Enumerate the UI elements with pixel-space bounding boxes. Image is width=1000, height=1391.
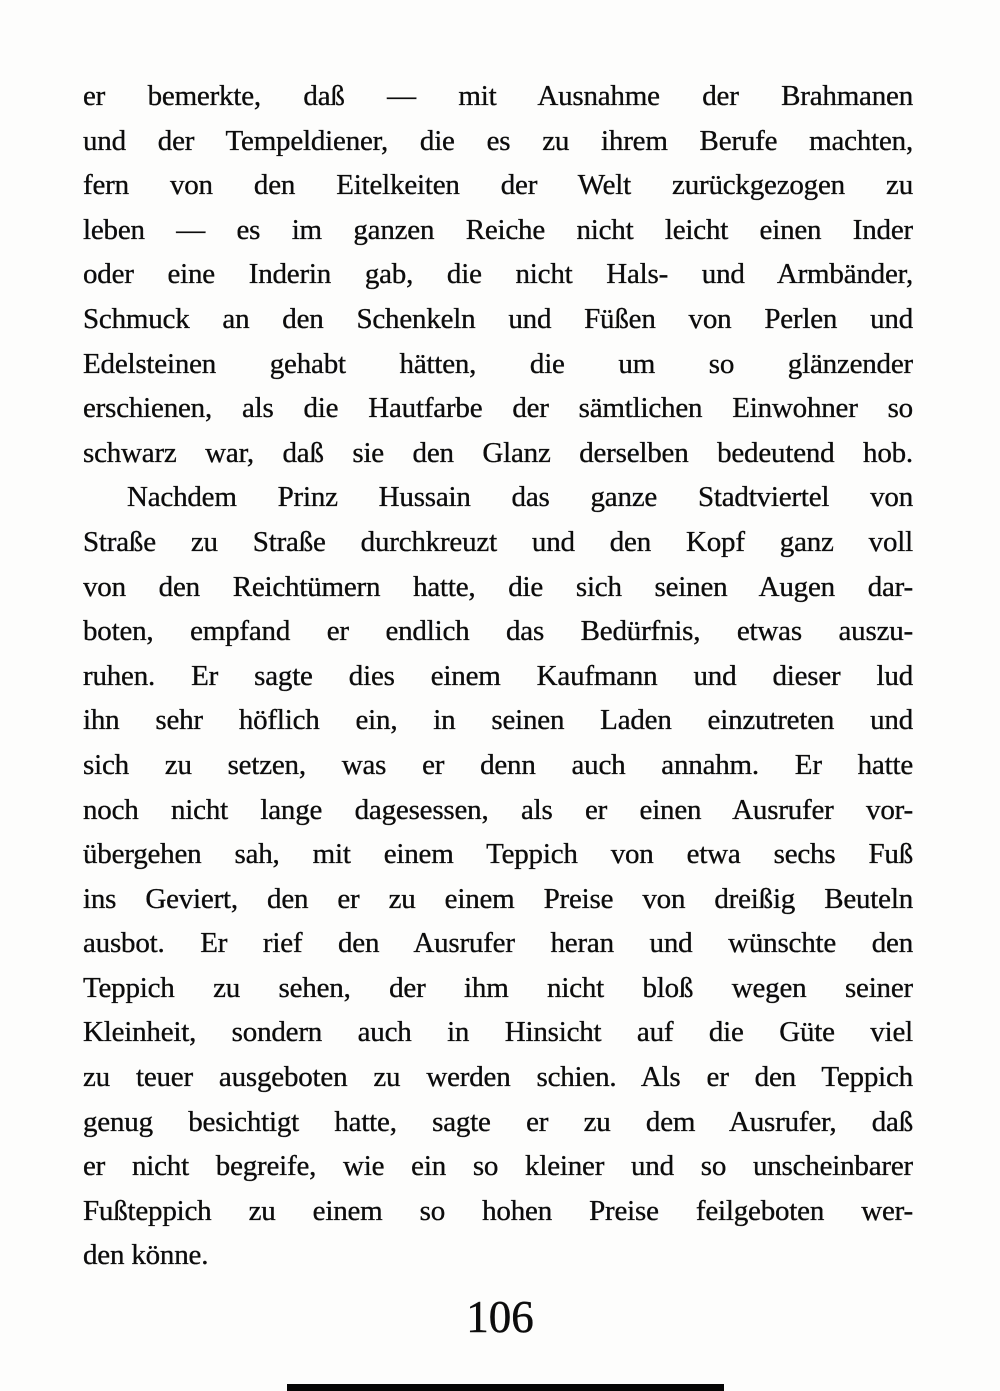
text-line: Straße zu Straße durchkreuzt und den Kopf ganz voll [83, 525, 913, 558]
text-line: und der Tempeldiener, die es zu ihrem Berufe machten, [83, 124, 913, 157]
text-line: oder eine Inderin gab, die nicht Hals- und Armbänder, [83, 258, 913, 291]
text-line: genug besichtigt hatte, sagte er zu dem Ausrufer, daß [83, 1105, 913, 1138]
scan-artifact-bar [287, 1384, 724, 1391]
text-line: sich zu setzen, was er denn auch annahm. Er hatte [83, 748, 913, 781]
text-line: Kleinheit, sondern auch in Hinsicht auf die Güte viel [83, 1016, 913, 1049]
text-line: ins Geviert, den er zu einem Preise von dreißig Beuteln [83, 882, 913, 915]
text-line: zu teuer ausgeboten zu werden schien. Als er den Teppich [83, 1061, 913, 1094]
text-line: noch nicht lange dagesessen, als er einen Ausrufer vor- [83, 793, 913, 826]
text-line: ihn sehr höflich ein, in seinen Laden einzutreten und [83, 704, 913, 737]
text-line: leben — es im ganzen Reiche nicht leicht einen Inder [83, 213, 913, 246]
text-line: Teppich zu sehen, der ihm nicht bloß wegen seiner [83, 971, 913, 1004]
text-line: ausbot. Er rief den Ausrufer heran und wünschte den [83, 927, 913, 960]
text-line: Schmuck an den Schenkeln und Füßen von Perlen und [83, 302, 913, 335]
text-line: übergehen sah, mit einem Teppich von etwa sechs Fuß [83, 838, 913, 871]
text-line: erschienen, als die Hautfarbe der sämtlichen Einwohner so [83, 392, 913, 425]
text-line: Nachdem Prinz Hussain das ganze Stadtviertel von [127, 481, 913, 514]
body-text [83, 74, 913, 1278]
text-line: er nicht begreife, wie ein so kleiner und so unscheinbarer [83, 1150, 913, 1183]
text-line: ruhen. Er sagte dies einem Kaufmann und dieser lud [83, 659, 913, 692]
text-line: boten, empfand er endlich das Bedürfnis, etwas auszu- [83, 615, 913, 648]
text-line: schwarz war, daß sie den Glanz derselben bedeutend hob. [83, 436, 913, 469]
page-number: 106 [466, 1292, 534, 1342]
text-line: von den Reichtümern hatte, die sich seinen Augen dar- [83, 570, 913, 603]
text-line: den könne. [83, 1239, 209, 1272]
text-line: fern von den Eitelkeiten der Welt zurückgezogen zu [83, 169, 913, 202]
text-line: Fußteppich zu einem so hohen Preise feilgeboten wer- [83, 1194, 913, 1227]
text-line: Edelsteinen gehabt hätten, die um so glänzender [83, 347, 913, 380]
text-line: er bemerkte, daß — mit Ausnahme der Brahmanen [83, 80, 913, 112]
